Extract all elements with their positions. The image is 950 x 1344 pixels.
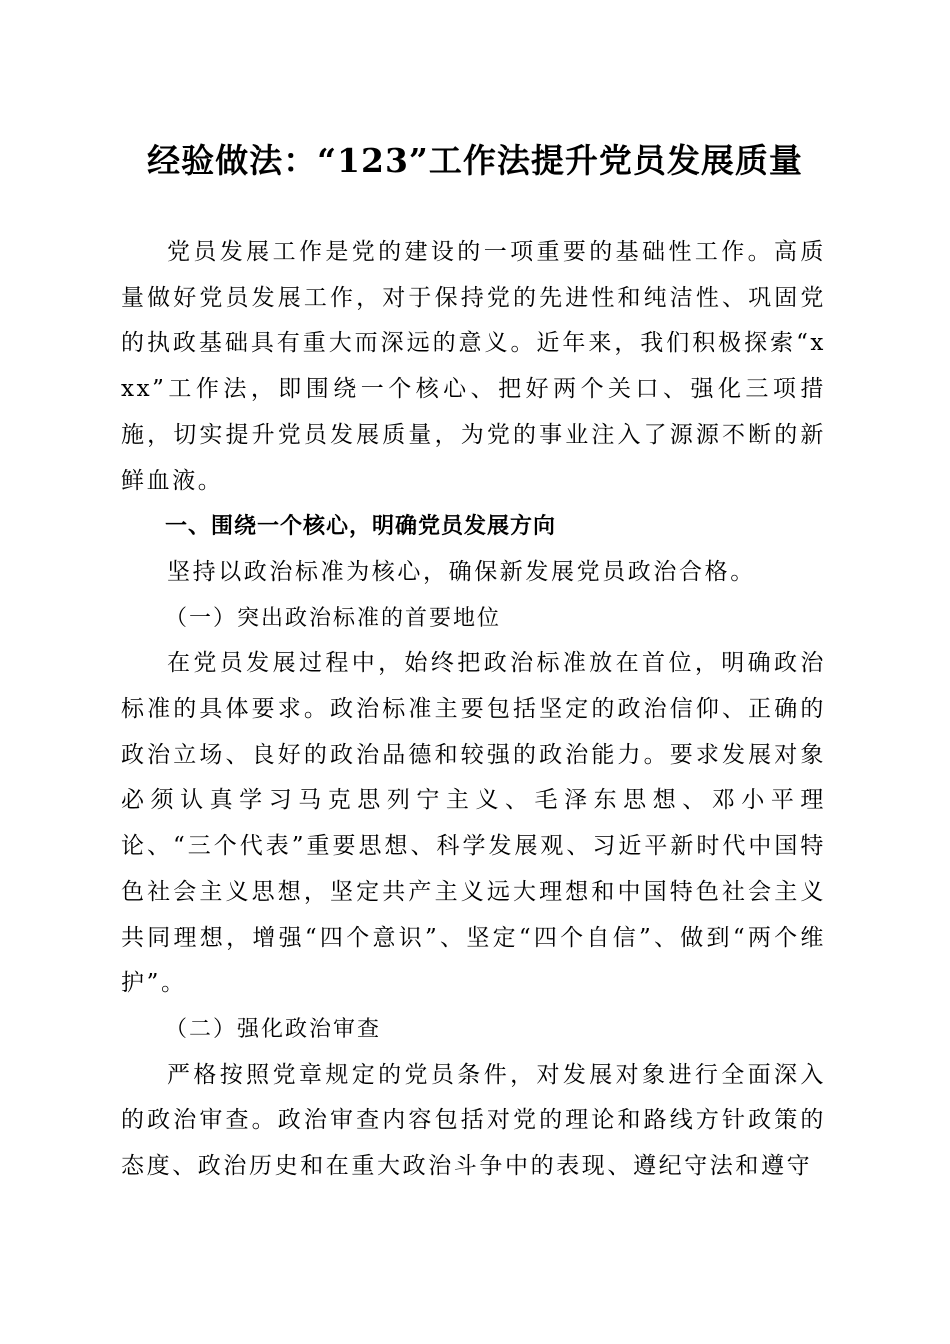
document-body xyxy=(121,230,826,1190)
subsection-heading-2: （二）强化政治审查 xyxy=(165,1016,382,1042)
subsection-heading-1: （一）突出政治标准的首要地位 xyxy=(165,605,502,631)
section-1-paragraph: 坚持以政治标准为核心，确保新发展党员政治合格。 xyxy=(167,558,756,585)
subsection-2-paragraph: 严格按照党章规定的党员条件，对发展对象进行全面深入的政治审查。政治审查内容包括对党的理论和路线方针政策的态度、政治历史和在重大政治斗争中的表现、遵纪守法和遵守 xyxy=(121,1061,826,1180)
document-title: 经验做法：“123”工作法提升党员发展质量 xyxy=(147,141,803,180)
section-heading-1: 一、围绕一个核心，明确党员发展方向 xyxy=(165,514,557,540)
intro-paragraph: 党员发展工作是党的建设的一项重要的基础性工作。高质量做好党员发展工作，对于保持党的先进性和纯洁性、巩固党的执政基础具有重大而深远的意义。近年来，我们积极探索“xxx”工作法，即围绕一个核心、把好两个关口、强化三项措施，切实提升党员发展质量，为党的事业注入了源源不断的新鲜血液。 xyxy=(121,239,826,494)
subsection-1-paragraph: 在党员发展过程中，始终把政治标准放在首位，明确政治标准的具体要求。政治标准主要包括坚定的政治信仰、正确的政治立场、良好的政治品德和较强的政治能力。要求发展对象必须认真学习马克思列宁主义、毛泽东思想、邓小平理论、“三个代表”重要思想、科学发展观、习近平新时代中国特色社会主义思想，坚定共产主义远大理想和中国特色社会主义共同理想，增强“四个意识”、坚定“四个自信”、做到“两个维护”。 xyxy=(121,650,826,997)
